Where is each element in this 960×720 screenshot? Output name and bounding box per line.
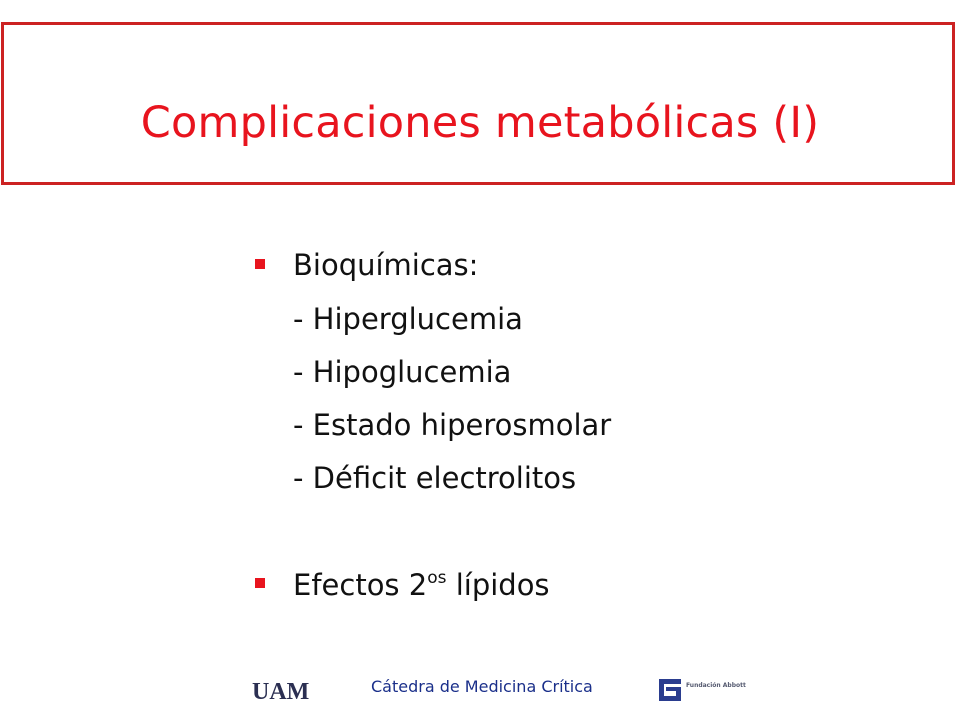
abbott-logo-icon xyxy=(657,677,683,703)
sub-item: - Hiperglucemia xyxy=(293,302,523,336)
bullet-label-prefix: Efectos 2 xyxy=(293,568,428,602)
sub-item: - Déficit electrolitos xyxy=(293,461,577,495)
square-bullet-icon xyxy=(255,578,265,588)
slide-title: Complicaciones metabólicas (I) xyxy=(140,98,820,148)
bullet-label-superscript: os xyxy=(427,568,447,588)
bullet-label xyxy=(293,570,550,600)
sub-item: - Hipoglucemia xyxy=(293,355,512,389)
footer-text: Cátedra de Medicina Crítica xyxy=(371,677,593,696)
sub-item: - Estado hiperosmolar xyxy=(293,408,612,442)
square-bullet-icon xyxy=(255,259,265,269)
bullet-item-efectos xyxy=(255,570,675,606)
bullet-label-suffix: lípidos xyxy=(446,568,550,602)
bullet-label: Bioquímicas: xyxy=(293,248,479,282)
uam-logo-text: UAM xyxy=(252,679,310,705)
uam-logo xyxy=(252,676,310,705)
abbott-logo-text: Fundación Abbott xyxy=(686,682,746,689)
bullet-item-bioquimicas xyxy=(255,248,655,287)
